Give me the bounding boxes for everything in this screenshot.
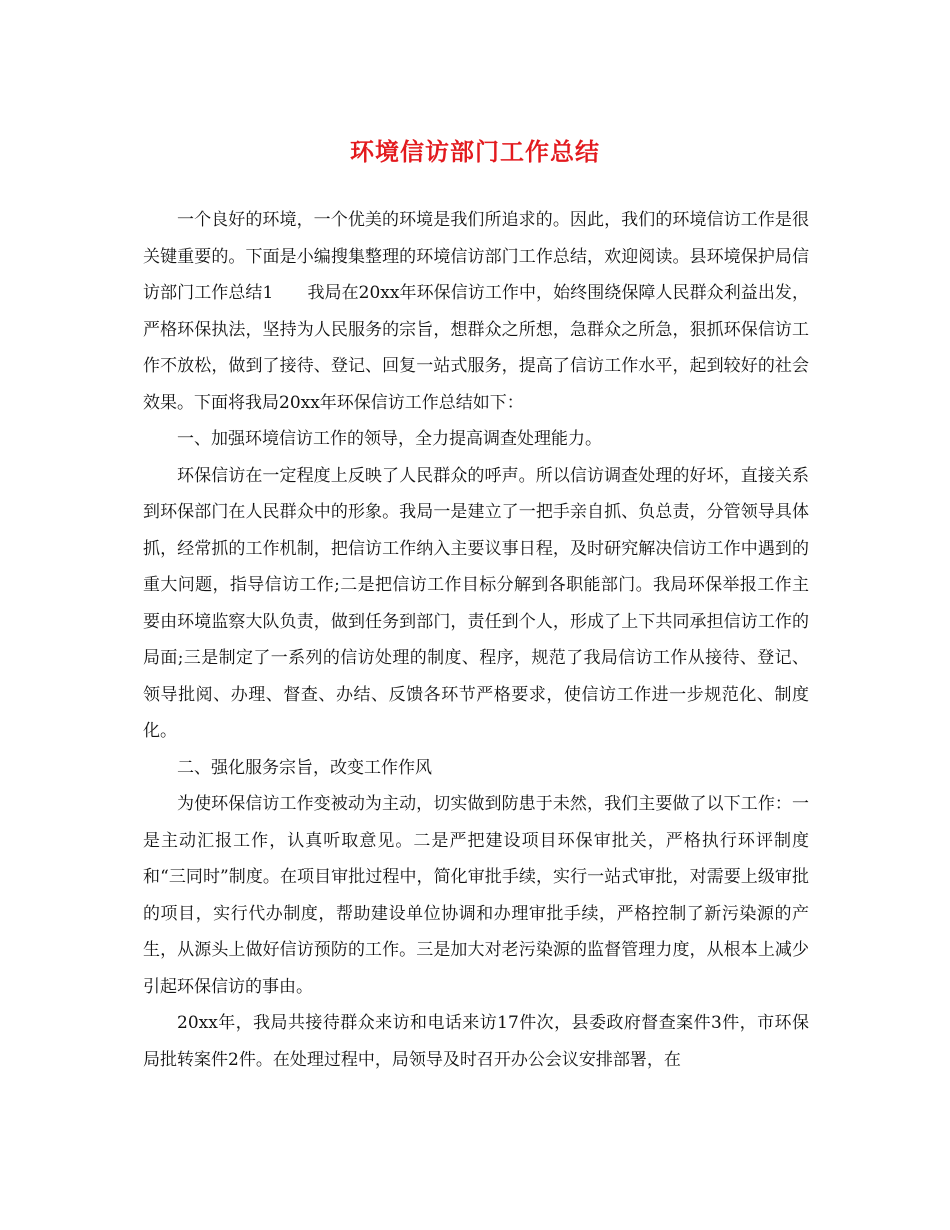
document-body [143,202,809,1078]
paragraph-heading-1: 一、加强环境信访工作的领导，全力提高调查处理能力。 [177,429,602,449]
paragraph-heading-2: 二、强化服务宗旨，改变工作作风 [177,757,432,778]
document-title: 环境信访部门工作总结 [350,137,600,166]
paragraph-intro: 一个良好的环境，一个优美的环境是我们所追求的。因此，我们的环境信访工作是很关键重要的。下面是小编搜集整理的环境信访部门工作总结，欢迎阅读。县环境保护局信访部门工作总结1 我局在20xx年环保信访工作中，始终围绕保障人民群众利益出发，严格环保执法，坚持为人民服务的宗旨，想群众之所想，急群众之所急，狠抓环保信访工作不放松，做到了接待、登记、回复一站式服务，提高了信访工作水平，起到较好的社会效果。下面将我局20xx年环保信访工作总结如下： [143,210,809,413]
paragraph-statistics: 20xx年，我局共接待群众来访和电话来访17件次，县委政府督查案件3件，市环保局批转案件2件。在处理过程中，局领导及时召开办公会议安排部署，在 [143,1013,809,1070]
paragraph-section-1: 环保信访在一定程度上反映了人民群众的呼声。所以信访调查处理的好坏，直接关系到环保部门在人民群众中的形象。我局一是建立了一把手亲自抓、负总责，分管领导具体抓，经常抓的工作机制，把信访工作纳入主要议事日程，及时研究解决信访工作中遇到的重大问题，指导信访工作;二是把信访工作目标分解到各职能部门。我局环保举报工作主要由环境监察大队负责，做到任务到部门，责任到个人，形成了上下共同承担信访工作的局面;三是制定了一系列的信访处理的制度、程序，规范了我局信访工作从接待、登记、领导批阅、办理、督查、办结、反馈各环节严格要求，使信访工作进一步规范化、制度化。 [143,465,809,741]
paragraph-section-2: 为使环保信访工作变被动为主动，切实做到防患于未然，我们主要做了以下工作：一是主动汇报工作，认真听取意见。二是严把建设项目环保审批关，严格执行环评制度和“三同时”制度。在项目审批过程中，简化审批手续，实行一站式审批，对需要上级审批的项目，实行代办制度，帮助建设单位协调和办理审批手续，严格控制了新污染源的产生，从源头上做好信访预防的工作。三是加大对老污染源的监督管理力度，从根本上减少引起环保信访的事由。 [143,794,809,997]
